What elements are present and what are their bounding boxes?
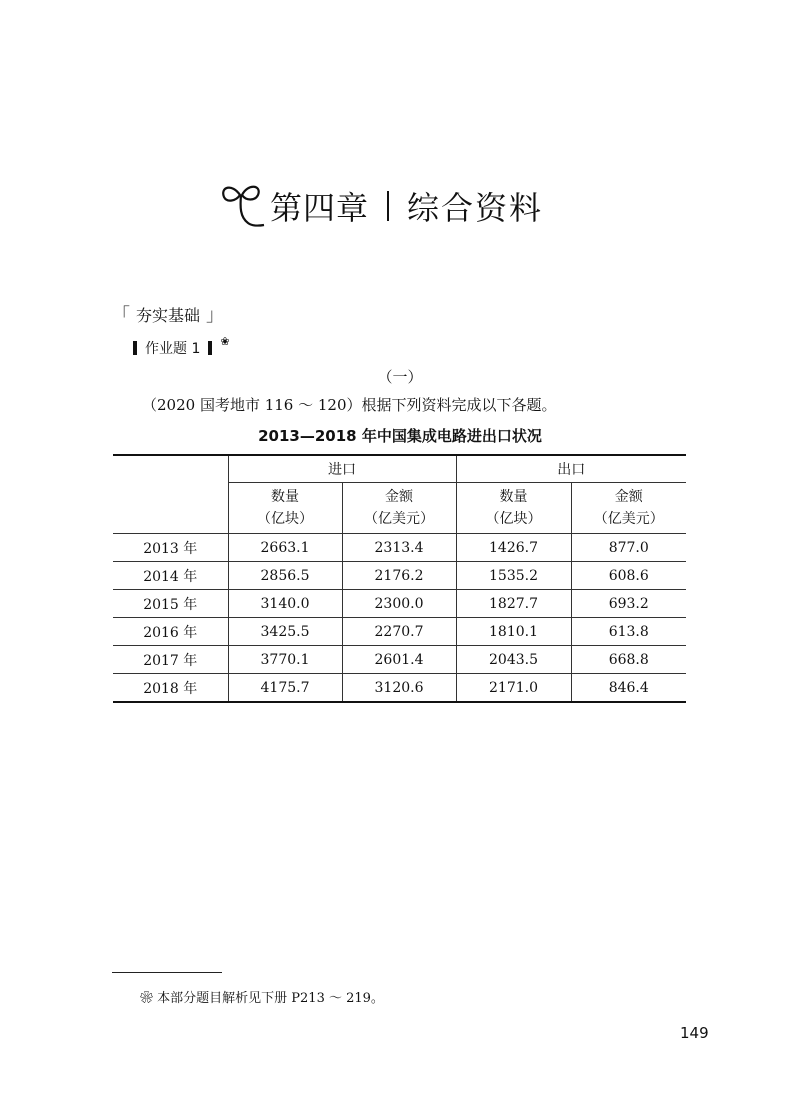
left-bar [133,341,137,355]
question-intro: （2020 国考地市 116 ～ 120）根据下列资料完成以下各题。 [142,396,557,414]
value-cell: 1827.7 [456,590,571,618]
value-cell: 613.8 [571,618,686,646]
homework-label: 作业题 1 [145,341,201,357]
footnote-text: 本部分题目解析见下册 P213 ～ 219。 [157,991,384,1006]
value-cell: 846.4 [571,674,686,703]
value-cell: 2171.0 [456,674,571,703]
value-cell: 693.2 [571,590,686,618]
value-cell: 2663.1 [228,534,342,562]
table-row [113,534,686,562]
year-cell: 2015 年 [113,590,228,618]
table-row [113,590,686,618]
year-cell: 2013 年 [113,534,228,562]
data-table [113,454,686,703]
export-header: 出口 [456,455,686,483]
year-cell: 2017 年 [113,646,228,674]
sprout-icon [218,181,266,231]
column-header: 金额 （亿美元） [571,483,686,534]
table-group-header-row [113,455,686,483]
flower-icon: ❀ [140,991,154,1006]
corner-cell [113,455,228,534]
value-cell: 2300.0 [342,590,456,618]
value-cell: 1810.1 [456,618,571,646]
table-row [113,646,686,674]
section-right-bracket: 」 [206,305,225,326]
homework-heading [133,334,230,358]
year-cell: 2018 年 [113,674,228,703]
page-number: 149 [680,1024,709,1042]
value-cell: 2176.2 [342,562,456,590]
import-header: 进口 [228,455,456,483]
value-cell: 2043.5 [456,646,571,674]
subsection-label: （一） [377,368,423,386]
table-row [113,618,686,646]
value-cell: 2601.4 [342,646,456,674]
value-cell: 1535.2 [456,562,571,590]
table-title: 2013—2018 年中国集成电路进出口状况 [258,427,542,445]
value-cell: 3770.1 [228,646,342,674]
table-row [113,674,686,703]
footnote-rule [112,972,222,973]
value-cell: 2270.7 [342,618,456,646]
chapter-title: 综合资料 [407,189,544,227]
value-cell: 668.8 [571,646,686,674]
value-cell: 608.6 [571,562,686,590]
value-cell: 2313.4 [342,534,456,562]
year-cell: 2014 年 [113,562,228,590]
value-cell: 877.0 [571,534,686,562]
chapter-divider [387,191,389,221]
chapter-number: 第四章 [270,189,370,227]
right-bar [208,341,212,355]
value-cell: 4175.7 [228,674,342,703]
column-header: 数量 （亿块） [228,483,342,534]
value-cell: 3425.5 [228,618,342,646]
value-cell: 3140.0 [228,590,342,618]
table-row [113,562,686,590]
year-cell: 2016 年 [113,618,228,646]
section-title: 夯实基础 [136,305,201,325]
value-cell: 2856.5 [228,562,342,590]
footnote [140,987,384,1006]
flower-icon: ❀ [220,334,230,348]
value-cell: 3120.6 [342,674,456,703]
value-cell: 1426.7 [456,534,571,562]
section-heading [112,301,224,327]
column-header: 数量 （亿块） [456,483,571,534]
chapter-heading [218,178,543,234]
column-header: 金额 （亿美元） [342,483,456,534]
section-left-bracket: 「 [112,305,130,326]
